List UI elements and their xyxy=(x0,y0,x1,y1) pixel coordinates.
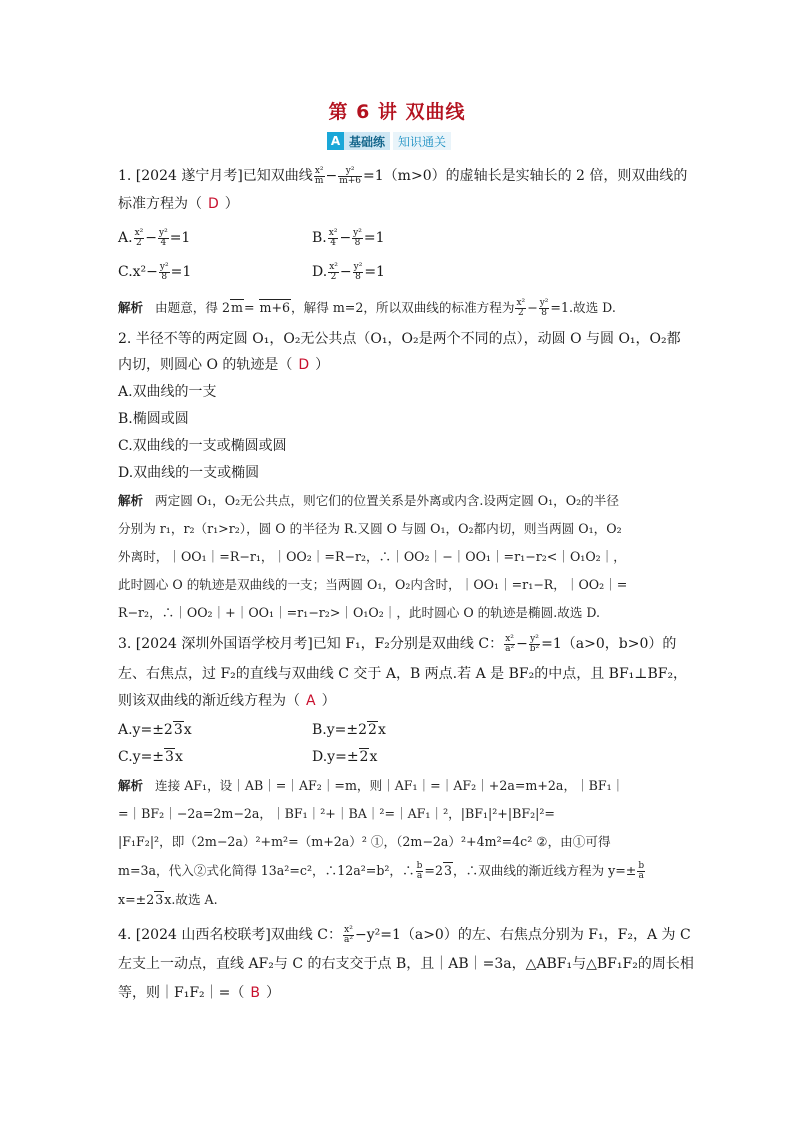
section-badge xyxy=(327,132,451,150)
q3-answer: A xyxy=(306,693,316,709)
q3-solution-line3: |F₁F₂|²，即（2m−2a）²+m²=（m+2a）² ①，（2m−2a）²+4m²=4c² ②，由①可得 xyxy=(118,834,611,849)
q3-solution-line2: =｜BF₂｜−2a=2m−2a，｜BF₁｜²+｜BA｜²=｜AF₁｜²，|BF₁|²+|BF₂|²= xyxy=(118,806,555,821)
q4-stem-line3: 等，则｜F₁F₂｜=（ B ） xyxy=(118,985,280,1001)
q3-option-b: B.y=±22x xyxy=(312,722,386,738)
q3-option-a: A.y=±23x xyxy=(118,722,192,738)
q2-solution-line2: 分别为 r₁，r₂（r₁>r₂），圆 O 的半径为 R.又圆 O 与圆 O₁，O₂都内切，则当两圆 O₁，O₂ xyxy=(118,521,622,536)
q2-stem: 2. 半径不等的两定圆 O₁，O₂无公共点（O₁，O₂是两个不同的点），动圆 O 与圆 O₁，O₂都 xyxy=(118,331,681,347)
q1-option-b: B. $\frac{\text{x²}}{4}$ − $\frac{\text{y²}}{8}$ =1 xyxy=(312,227,385,248)
q3-stem-line3: 则该双曲线的渐近线方程为（ A ） xyxy=(118,693,336,709)
q2-solution-line1: 解析 两定圆 O₁，O₂无公共点，则它们的位置关系是外离或内含.设两定圆 O₁，O₂的半径 xyxy=(118,493,619,508)
q2-stem-line2: 内切，则圆心 O 的轨迹是（ D ） xyxy=(118,357,330,373)
q3-solution-line5: x=±23x.故选 A. xyxy=(118,892,218,907)
q1-option-d: D. $\frac{\text{x²}}{2}$ − $\frac{\text{y²}}{8}$ =1 xyxy=(312,261,385,282)
q2-solution-line4: 此时圆心 O 的轨迹是双曲线的一支；当两圆 O₁，O₂内含时，｜OO₁｜=r₁−R，｜OO₂｜= xyxy=(118,577,628,592)
badge-level: 基础练 xyxy=(344,132,390,150)
q1-option-a: A. $\frac{\text{x²}}{2}$ − $\frac{\text{y²}}{4}$ =1 xyxy=(118,227,191,248)
q2-option-b: B.椭圆或圆 xyxy=(118,411,189,427)
q2-solution-line5: R−r₂，∴｜OO₂｜+｜OO₁｜=r₁−r₂>｜O₁O₂｜，此时圆心 O 的轨迹是椭圆.故选 D. xyxy=(118,605,601,620)
q4-stem: 4. [2024 山西名校联考]双曲线 C： $\frac{\text{x²}}{\text{a²}}$ −y²=1（a>0）的左、右焦点分别为 F₁，F₂，A 为 C xyxy=(118,924,691,945)
q3-stem: 3. [2024 深圳外国语学校月考]已知 F₁，F₂分别是双曲线 C： $\frac{\text{x²}}{\text{a²}}$ − $\frac{\text{y²}}{\text{b²}}$ =1（a>0，b>0）的 xyxy=(118,633,677,654)
q1-answer: D xyxy=(208,196,219,212)
q2-solution-line3: 外离时，｜OO₁｜=R−r₁，｜OO₂｜=R−r₂，∴｜OO₂｜−｜OO₁｜=r₁−r₂<｜O₁O₂｜， xyxy=(118,549,626,564)
q1-stem: 1. [2024 遂宁月考]已知双曲线 $\frac{\text{x²}}{m}$ − $\frac{\text{y²}}{m+6}$ =1（m>0）的虚轴长是实轴长的 2 倍，则双曲线的 xyxy=(118,165,688,186)
q3-solution-line4: m=3a，代入②式化简得 13a²=c²，∴12a²=b²，∴ $\frac{b}{a}$ =23，∴双曲线的渐近线方程为 y=± $\frac{b}{a}$ xyxy=(118,861,645,881)
q4-stem-line2: 左支上一动点，直线 AF₂与 C 的右支交于点 B，且｜AB｜=3a，△ABF₁与△BF₁F₂的周长相 xyxy=(118,956,694,972)
badge-topic: 知识通关 xyxy=(393,132,451,150)
badge-letter: A xyxy=(327,132,344,150)
q3-stem-line2: 左、右焦点，过 F₂的直线与双曲线 C 交于 A，B 两点.若 A 是 BF₂的中点，且 BF₁⊥BF₂， xyxy=(118,666,688,682)
q1-stem-line2: 标准方程为（ D ） xyxy=(118,196,239,212)
q4-answer: B xyxy=(250,985,260,1001)
q2-option-a: A.双曲线的一支 xyxy=(118,384,217,400)
lecture-title: 第 6 讲 双曲线 xyxy=(328,101,466,123)
q2-option-d: D.双曲线的一支或椭圆 xyxy=(118,465,260,481)
q3-option-d: D.y=±2x xyxy=(312,749,378,765)
q3-option-c: C.y=±3x xyxy=(118,749,183,765)
q2-option-c: C.双曲线的一支或椭圆或圆 xyxy=(118,438,287,454)
q3-solution-line1: 解析 连接 AF₁，设｜AB｜=｜AF₂｜=m，则｜AF₁｜=｜AF₂｜+2a=m+2a，｜BF₁｜ xyxy=(118,778,625,793)
q1-solution: 解析 由题意，得 2m= m+6，解得 m=2，所以双曲线的标准方程为 $\frac{\text{x²}}{2}$ − $\frac{\text{y²}}{8}$ =1.故选 D. xyxy=(118,298,616,318)
q2-answer: D xyxy=(298,357,310,373)
q1-option-c: C.x²− $\frac{\text{y²}}{8}$ =1 xyxy=(118,261,192,282)
